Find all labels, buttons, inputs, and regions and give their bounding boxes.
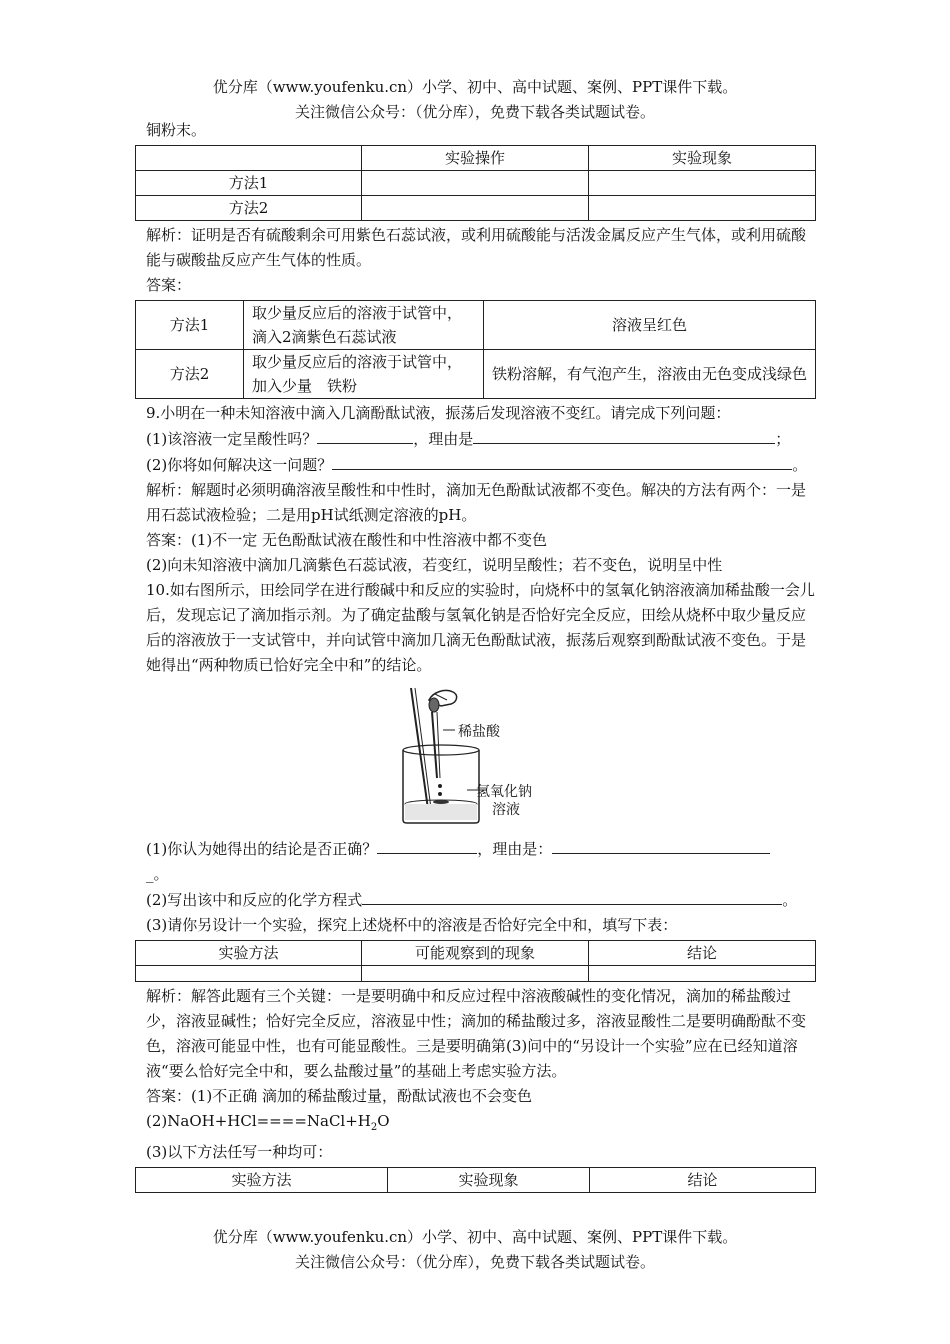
question-10-part1-end: _。 xyxy=(146,865,169,883)
question-9-part2 xyxy=(146,452,816,478)
table-header-cell: 实验现象 xyxy=(388,1168,590,1193)
table-cell xyxy=(136,966,362,982)
table-cell: 溶液呈红色 xyxy=(484,301,816,350)
page-footer-line2: 关注微信公众号：（优分库），免费下载各类试题试卷。 xyxy=(294,1253,655,1271)
table-header-cell: 结论 xyxy=(590,1168,816,1193)
answer-table xyxy=(135,1167,816,1193)
table-row xyxy=(136,171,816,196)
question-10-part3: (3)请你另设计一个实验，探究上述烧杯中的溶液是否恰好完全中和，填写下表： xyxy=(146,916,678,934)
table-row xyxy=(136,196,816,221)
q9-p2-text: (2)你将如何解决这一问题？ xyxy=(146,456,333,474)
answer-blank[interactable] xyxy=(332,452,792,470)
table-row xyxy=(136,301,816,350)
q9-p2-end: 。 xyxy=(792,456,808,474)
table-header-cell: 实验操作 xyxy=(362,146,589,171)
q10-p1-reason: ，理由是： xyxy=(477,840,553,858)
table-row xyxy=(136,941,816,966)
answer-blank[interactable] xyxy=(552,836,770,854)
answer-blank[interactable] xyxy=(377,836,477,854)
equation-subscript: 2 xyxy=(370,1122,378,1133)
analysis-q10: 解析：解答此题有三个关键：一是要明确中和反应过程中溶液酸碱性的变化情况，滴加的稀盐酸过少，溶液显碱性；恰好完全反应，溶液显中性；滴加的稀盐酸过多，溶液显酸性二是要明确酚酞不变色，溶液可能显中性，也有可能显酸性。三是要明确第(3)问中的“另设计一个实验”应在已经知道溶液“要么恰好完全中和，要么盐酸过量”的基础上考虑实验方法。 xyxy=(146,987,807,1080)
equation-part: O xyxy=(377,1112,390,1130)
answer-q10-2 xyxy=(146,1109,816,1140)
answer-q10-3: (3)以下方法任写一种均可： xyxy=(146,1143,333,1161)
answer-blank[interactable] xyxy=(317,426,413,444)
answer-q10-1: 答案：(1)不正确 滴加的稀盐酸过量，酚酞试液也不会变色 xyxy=(146,1087,533,1105)
table-cell xyxy=(589,171,816,196)
table-header-cell: 可能观察到的现象 xyxy=(362,941,589,966)
table-cell xyxy=(589,196,816,221)
question-10-part1 xyxy=(146,836,816,862)
answer-q9-2: (2)向未知溶液中滴加几滴紫色石蕊试液，若变红，说明呈酸性；若不变色，说明呈中性 xyxy=(146,556,723,574)
design-table xyxy=(135,940,816,982)
question-10-stem: 10.如右图所示，田绘同学在进行酸碱中和反应的实验时，向烧杯中的氢氧化钠溶液滴加稀盐酸一会儿后，发现忘记了滴加指示剂。为了确定盐酸与氢氧化钠是否恰好完全反应，田绘从烧杯中取少量反应后的溶液放于一支试管中，并向试管中滴加几滴无色酚酞试液，振荡后观察到酚酞试液不变色。于是她得出“两种物质已恰好完全中和”的结论。 xyxy=(146,581,815,674)
q9-p1-text: (1)该溶液一定呈酸性吗？ xyxy=(146,430,318,448)
intro-text: 铜粉末。 xyxy=(146,121,207,139)
figure-label-base: 氢氧化钠 xyxy=(476,784,532,800)
q10-p1-text: (1)你认为她得出的结论是否正确？ xyxy=(146,840,378,858)
table-cell: 方法1 xyxy=(136,301,244,350)
equation-part: (2)NaOH+HCl====NaCl+H xyxy=(146,1112,371,1130)
table-row xyxy=(136,1168,816,1193)
table-header-cell: 实验方法 xyxy=(136,1168,388,1193)
q9-p1-reason: ，理由是 xyxy=(413,430,474,448)
table-row xyxy=(136,350,816,399)
table-header-cell: 实验方法 xyxy=(136,941,362,966)
analysis-q8: 解析：证明是否有硫酸剩余可用紫色石蕊试液，或利用硫酸能与活泼金属反应产生气体，或利用硫酸能与碳酸盐反应产生气体的性质。 xyxy=(146,226,807,269)
analysis-q9: 解析：解题时必须明确溶液呈酸性和中性时，滴加无色酚酞试液都不变色。解决的方法有两个：一是用石蕊试液检验；二是用pH试纸测定溶液的pH。 xyxy=(146,481,807,524)
table-cell xyxy=(362,966,589,982)
page-header-line1: 优分库（www.youfenku.cn）小学、初中、高中试题、案例、PPT课件下载。 xyxy=(212,78,738,96)
table-row xyxy=(136,966,816,982)
page-footer-line1: 优分库（www.youfenku.cn）小学、初中、高中试题、案例、PPT课件下载。 xyxy=(212,1228,738,1246)
page-content xyxy=(146,118,816,1195)
method-table-answer xyxy=(135,300,816,399)
table-cell: 取少量反应后的溶液于试管中，滴入2滴紫色石蕊试液 xyxy=(244,301,484,350)
answer-label-q8: 答案： xyxy=(146,276,192,294)
table-row xyxy=(136,146,816,171)
table-header-cell xyxy=(136,146,362,171)
q10-p2-text: (2)写出该中和反应的化学方程式 xyxy=(146,891,363,909)
experiment-figure xyxy=(146,686,816,826)
question-9-part1 xyxy=(146,426,816,452)
table-cell: 取少量反应后的溶液于试管中，加入少量 铁粉 xyxy=(244,350,484,399)
method-table-empty xyxy=(135,145,816,221)
table-cell xyxy=(362,196,589,221)
q9-p1-end: ； xyxy=(775,430,791,448)
table-header-cell: 结论 xyxy=(589,941,816,966)
figure-label-solution: 溶液 xyxy=(492,802,520,818)
table-cell xyxy=(589,966,816,982)
table-cell: 方法1 xyxy=(136,171,362,196)
table-cell: 铁粉溶解，有气泡产生，溶液由无色变成浅绿色 xyxy=(484,350,816,399)
question-10-part2 xyxy=(146,887,816,913)
q10-p2-end: 。 xyxy=(782,891,798,909)
table-cell: 方法2 xyxy=(136,350,244,399)
answer-q9-1: 答案：(1)不一定 无色酚酞试液在酸性和中性溶液中都不变色 xyxy=(146,531,548,549)
question-9-stem: 9.小明在一种未知溶液中滴入几滴酚酞试液，振荡后发现溶液不变红。请完成下列问题： xyxy=(146,404,731,422)
table-header-cell: 实验现象 xyxy=(589,146,816,171)
answer-blank[interactable] xyxy=(473,426,775,444)
table-cell xyxy=(362,171,589,196)
answer-blank[interactable] xyxy=(362,887,782,905)
figure-label-acid: 稀盐酸 xyxy=(458,724,500,740)
page-header-line2: 关注微信公众号：（优分库），免费下载各类试题试卷。 xyxy=(294,103,655,121)
table-cell: 方法2 xyxy=(136,196,362,221)
